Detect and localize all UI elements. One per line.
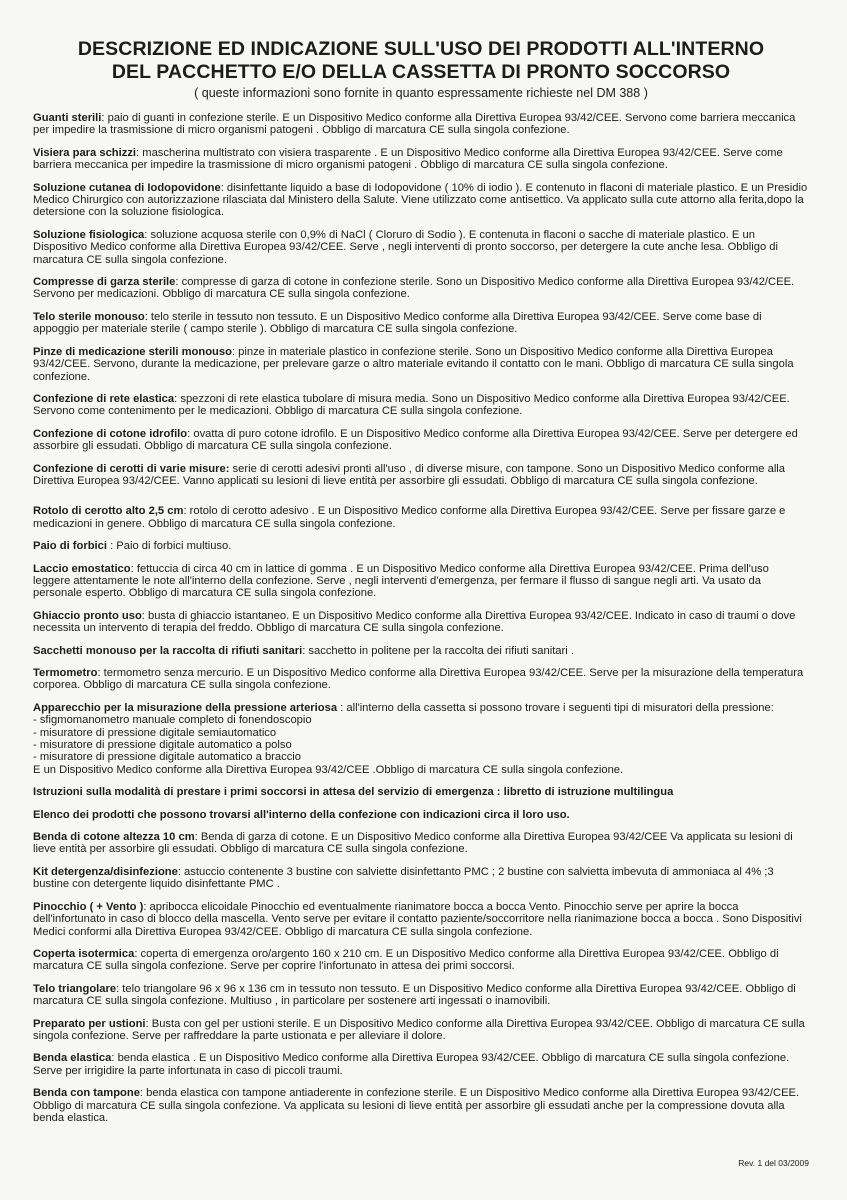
pressure-list [33, 714, 809, 764]
title-line-1: DESCRIZIONE ED INDICAZIONE SULL'USO DEI PRODOTTI ALL'INTERNO [77, 38, 765, 60]
entry-misuratore-pressione [33, 702, 809, 776]
entry-term: Coperta isotermica [33, 947, 135, 960]
entry-term: Benda di cotone altezza 10 cm [33, 831, 195, 844]
entry-term: Rotolo di cerotto alto 2,5 cm [33, 505, 184, 518]
revision-note: Rev. 1 del 03/2009 [738, 1158, 809, 1168]
title-line-2: DEL PACCHETTO E/O DELLA CASSETTA DI PRONTO SOCCORSO [111, 61, 731, 83]
entry-text: : termometro senza mercurio. E un Dispositivo Medico conforme alla Direttiva Europea 93/42/CEE. Serve per la misurazione della temperatura corporea. Obbligo di marcatura CE sulla singola confezione. [33, 667, 804, 692]
entry-text: : soluzione acquosa sterile con 0,9% di NaCl ( Cloruro di Sodio ). E contenuta in flaconi o sacche di materiale plastico. E un Dispositivo Medico conforme alla Direttiva Europea 93/42/CEE. Serve , negli interventi di pronto soccorso, per detergere la cute anche lesa. Obbligo di marcatura CE sulla singola confezione. [33, 228, 778, 266]
entry-term: Visiera para schizzi [33, 146, 137, 159]
entries-section-1 [33, 112, 809, 776]
entry-telo-sterile [33, 311, 809, 336]
entry-term: Preparato per ustioni [33, 1017, 146, 1030]
list-item: - misuratore di pressione digitale semiautomatico [33, 726, 277, 739]
entry-termometro [33, 667, 809, 692]
istruzioni-line: Istruzioni sulla modalità di prestare i primi soccorsi in attesa del servizio di emergenza : libretto di istruzione multilingua [33, 786, 674, 799]
entry-cotone-idrofilo [33, 428, 809, 453]
entry-benda-elastica [33, 1052, 809, 1077]
entry-text: : Benda di garza di cotone. E un Dispositivo Medico conforme alla Direttiva Europea 93/42/CEE Va applicata su lesioni di lieve entità per assorbire gli essudati. Obbligo di marcatura CE sulla singola confezione. [33, 831, 793, 856]
entry-term: Benda elastica [33, 1052, 112, 1065]
pressure-closing: E un Dispositivo Medico conforme alla Direttiva Europea 93/42/CEE .Obbligo di marcatura CE sulla singola confezione. [33, 763, 624, 776]
entry-soluzione-fisiologica [33, 229, 809, 266]
entry-term: Pinocchio ( + Vento ) [33, 900, 144, 913]
list-item: - sfigmomanometro manuale completo di fonendoscopio [33, 714, 312, 727]
entry-term: Paio di forbici [33, 540, 107, 553]
entry-term: Laccio emostatico [33, 562, 131, 575]
entry-text: : disinfettante liquido a base di Iodopovidone ( 10% di iodio ). E contenuto in flaconi di materiale plastico. E un Presidio Medico Chirurgico con autorizzazione rilasciata dal Ministero della Salute. Viene utilizzato come antisettico. Va applicato sulla cute attorno alla ferita,dopo la detersione con la soluzione fisiologica. [33, 181, 808, 219]
entry-rete-elastica [33, 393, 809, 418]
entry-sacchetti [33, 645, 809, 657]
entry-term: Confezione di cotone idrofilo [33, 427, 188, 440]
entry-laccio-emostatico [33, 563, 809, 600]
list-item: - misuratore di pressione digitale automatico a polso [33, 739, 292, 752]
entry-coperta-isotermica [33, 948, 809, 973]
entry-ghiaccio [33, 610, 809, 635]
entry-text: : busta di ghiaccio istantaneo. E un Dispositivo Medico conforme alla Direttiva Europea 93/42/CEE. Indicato in caso di traumi o dove necessita un intervento di terapia del freddo. Obbligo di marcatura CE sulla singola confezione. [33, 609, 796, 635]
entry-term: Pinze di medicazione sterili monouso [33, 345, 232, 358]
entry-text: : sacchetto in politene per la raccolta dei rifiuti sanitari . [302, 644, 574, 657]
entry-rotolo-cerotto [33, 505, 809, 530]
entry-term: Confezione di cerotti di varie misure: [33, 462, 230, 475]
entry-cerotti [33, 463, 809, 488]
entry-term: Apparecchio per la misurazione della pressione arteriosa [33, 701, 338, 714]
document-subtitle: ( queste informazioni sono fornite in quanto espressamente richieste nel DM 388 ) [194, 86, 648, 100]
entry-kit-detergenza [33, 866, 809, 891]
entry-telo-triangolare [33, 983, 809, 1008]
entry-term: Sacchetti monouso per la raccolta di rifiuti sanitari [33, 644, 303, 657]
elenco-line: Elenco dei prodotti che possono trovarsi all'interno della confezione con indicazioni circa il loro uso. [33, 808, 570, 821]
entry-text: : telo triangolare 96 x 96 x 136 cm in tessuto non tessuto. E un Dispositivo Medico conforme alla Direttiva Europea 93/42/CEE. Obbligo di marcatura CE sulla singola confezione. Multiuso , in particolare per sostenere arti ingessati o inamovibili. [33, 982, 796, 1008]
entry-compresse-garza [33, 276, 809, 301]
entry-text: serie di cerotti adesivi pronti all'uso , di diverse misure, con tampone. Sono un Dispositivo Medico conforme alla Direttiva Europea 93/42/CEE. Vanno applicati su lesioni di lieve entità per assorbire gli essudati. Obbligo di marcatura CE sulla singola confezione. [33, 462, 786, 487]
entry-term: Telo sterile monouso [33, 310, 145, 323]
list-item: - misuratore di pressione digitale automatico a braccio [33, 751, 302, 764]
entry-text: : rotolo di cerotto adesivo . E un Dispositivo Medico conforme alla Direttiva Europea 93/42/CEE. Serve per fissare garze e medicazioni in genere. Obbligo di marcatura CE sulla singola confezione. [33, 505, 786, 530]
entry-preparato-ustioni [33, 1018, 809, 1043]
entry-term: Soluzione fisiologica [33, 228, 145, 241]
entry-text: : coperta di emergenza oro/argento 160 x 210 cm. E un Dispositivo Medico conforme alla Direttiva Europea 93/42/CEE. Obbligo di marcatura CE sulla singola confezione. Serve per coprire l'infortunato in attesa dei primi soccorsi. [33, 947, 779, 973]
entry-text: : benda elastica con tampone antiaderente in confezione sterile. E un Dispositivo Medico conforme alla Direttiva Europea 93/42/CEE. Obbligo di marcatura CE sulla singola confezione. Va applicata su lesioni di lieve entità per assorbire gli essudati anche per la compressione dovuta alla benda elastica. [33, 1087, 800, 1124]
entry-text: : Paio di forbici multiuso. [106, 540, 232, 553]
entry-forbici [33, 540, 809, 552]
entry-term: Confezione di rete elastica [33, 392, 175, 405]
entry-text: : Busta con gel per ustioni sterile. E un Dispositivo Medico conforme alla Direttiva Europea 93/42/CEE. Obbligo di marcatura CE sulla singola confezione. Serve per raffreddare la parte ustionata e per alleviare il dolore. [33, 1017, 805, 1042]
entry-term: Ghiaccio pronto uso [33, 609, 142, 622]
entry-text: : fettuccia di circa 40 cm in lattice di gomma . E un Dispositivo Medico conforme alla Direttiva Europea 93/42/CEE. Prima dell'uso leggere attentamente le note all'interno della confezione. Serve , negli interventi d'emergenza, per fermare il flusso di sangue negli arti. Va usato da personale esperto. Obbligo di marcatura CE sulla singola confezione. [33, 562, 769, 600]
entry-benda-tampone [33, 1087, 809, 1124]
entry-term: Guanti sterili [33, 112, 102, 124]
entry-term: Compresse di garza sterile [33, 276, 176, 289]
entry-guanti-sterili [33, 112, 809, 137]
document-title [33, 38, 809, 84]
entry-text: : compresse di garza di cotone in confezione sterile. Sono un Dispositivo Medico conforme alla Direttiva Europea 93/42/CEE. Servono per medicazioni. Obbligo di marcatura CE sulla singola confezione. [33, 276, 795, 301]
entry-benda-cotone [33, 831, 809, 856]
entry-text: : telo sterile in tessuto non tessuto. E un Dispositivo Medico conforme alla Direttiva Europea 93/42/CEE. Serve come base di appoggio per materiale sterile ( campo sterile ). Obbligo di marcatura CE sulla singola confezione. [33, 310, 762, 336]
entry-term: Kit detergenza/disinfezione [33, 865, 178, 878]
entry-text: : mascherina multistrato con visiera trasparente . E un Dispositivo Medico conforme alla Direttiva Europea 93/42/CEE. Serve come barriera meccanica per impedire la trasmissione di micro organismi patogeni . Obbligo di marcatura CE sulla singola confezione. [33, 146, 783, 172]
entry-iodopovidone [33, 182, 809, 219]
entry-pinocchio [33, 901, 809, 938]
entry-text: : benda elastica . E un Dispositivo Medico conforme alla Direttiva Europea 93/42/CEE. Obbligo di marcatura CE sulla singola confezione. Serve per irrigidire la parte infortunata in caso di piccoli traumi. [33, 1052, 790, 1077]
entry-term: Soluzione cutanea di Iodopovidone [33, 181, 221, 194]
entry-text: : spezzoni di rete elastica tubolare di misura media. Sono un Dispositivo Medico conforme alla Direttiva Europea 93/42/CEE. Servono come contenimento per le medicazioni. Obbligo di marcatura CE sulla singola confezione. [33, 392, 790, 418]
entry-pinze [33, 346, 809, 383]
entry-term: Telo triangolare [33, 982, 117, 995]
entry-text: : astuccio contenente 3 bustine con salviette disinfettanto PMC ; 2 bustine con salvietta imbevuta di ammoniaca al 4% ;3 bustine con detergente liquido disinfettante PMC . [33, 865, 774, 891]
entry-text: : paio di guanti in confezione sterile. E un Dispositivo Medico conforme alla Direttiva Europea 93/42/CEE. Servono come barriera meccanica per impedire la trasmissione di micro organismi patogeni . Obbligo di marcatura CE sulla singola confezione. [33, 112, 796, 137]
entry-visiera [33, 147, 809, 172]
entry-term: Termometro [33, 667, 98, 679]
entry-text: : all'interno della cassetta si possono trovare i seguenti tipi di misuratori della pressione: [337, 701, 774, 714]
entry-text: : apribocca elicoidale Pinocchio ed eventualmente rianimatore bocca a bocca Vento. Pinocchio serve per aprire la bocca dell'infortunato in caso di blocco della mascella. Vento serve per evitare il contatto paziente/soccorritore nella rianimazione bocca a bocca . Sono Dispositivi Medici conformi alla Direttiva Europea 93/42/CEE. Obbligo di marcatura CE sulla singola confezione. [33, 900, 802, 938]
entry-text: : ovatta di puro cotone idrofilo. E un Dispositivo Medico conforme alla Direttiva Europea 93/42/CEE. Serve per detergere ed assorbire gli essudati. Obbligo di marcatura CE sulla singola confezione. [33, 427, 798, 453]
entry-term: Benda con tampone [33, 1087, 140, 1100]
entry-text: : pinze in materiale plastico in confezione sterile. Sono un Dispositivo Medico conforme alla Direttiva Europea 93/42/CEE. Servono, durante la medicazione, per prelevare garze o altro materiale evitando il contatto con le mani. Obbligo di marcatura CE sulla singola confezione. [33, 345, 794, 383]
entries-section-2 [33, 831, 809, 1124]
